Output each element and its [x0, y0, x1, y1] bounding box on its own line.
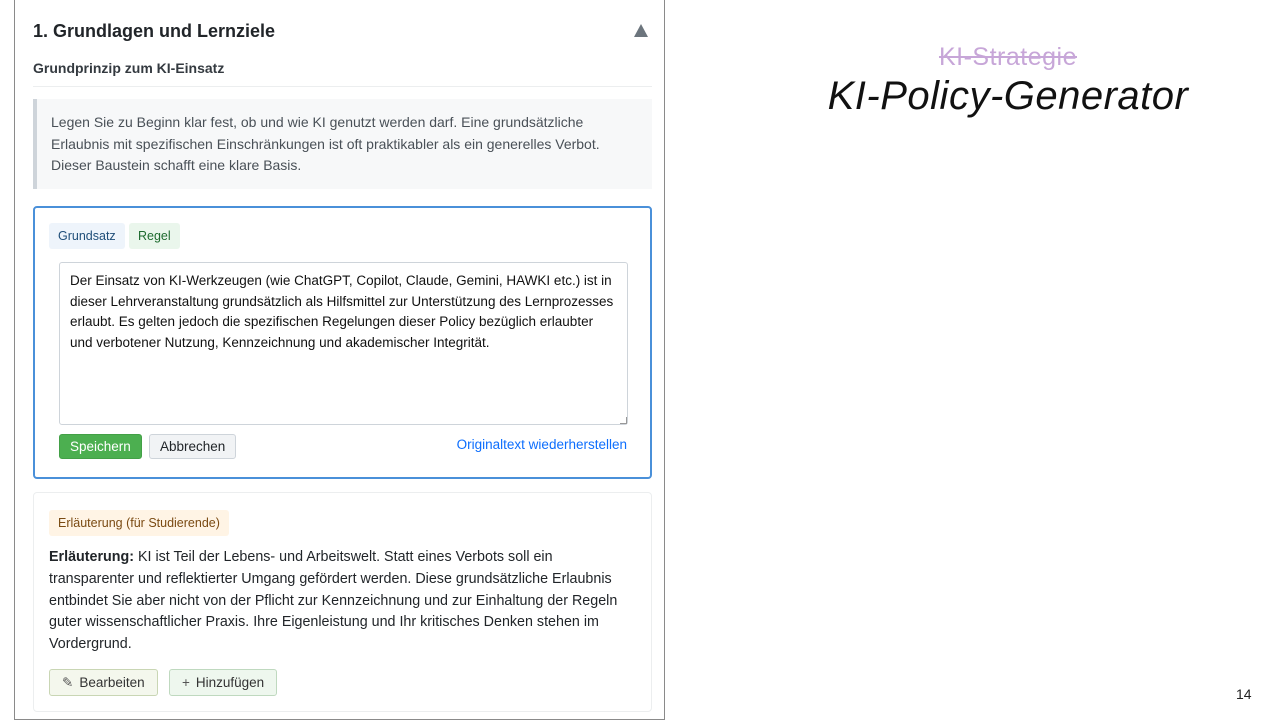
edit-card — [33, 206, 652, 479]
add-button[interactable] — [169, 669, 277, 696]
tag-explanation: Erläuterung (für Studierende) — [49, 510, 229, 536]
restore-original-link[interactable]: Originaltext wiederherstellen — [456, 437, 627, 452]
tag-regel: Regel — [129, 223, 180, 249]
divider — [33, 86, 652, 87]
tag-grundsatz: Grundsatz — [49, 223, 125, 249]
explanation-body: KI ist Teil der Lebens- und Arbeitswelt. Statt eines Verbots soll ein transparenter und reflektierter Umgang gefördert werden. Diese grundsätzliche Erlaubnis entbindet Sie aber nicht von der Pflicht zur Kennzeichnung und zur Einhaltung der Regeln guter wissenschaftlicher Praxis. Ihre Eigenleistung und Ihr kritisches Denken stehen im Vordergrund. — [49, 549, 618, 653]
edit-button[interactable] — [49, 669, 158, 696]
section-title: 1. Grundlagen und Lernziele — [33, 21, 276, 41]
resize-handle-icon[interactable] — [620, 417, 627, 424]
section-header[interactable] — [33, 18, 648, 44]
pencil-icon: ✎ — [62, 675, 74, 690]
edit-button-label: Bearbeiten — [79, 675, 145, 690]
page-number: 14 — [1236, 686, 1252, 702]
plus-icon: + — [182, 675, 190, 690]
save-button[interactable]: Speichern — [59, 434, 142, 459]
explanation-text — [49, 547, 639, 656]
struck-title: KI-Strategie — [938, 43, 1077, 71]
explanation-card — [33, 492, 652, 712]
policy-text-input[interactable] — [59, 262, 628, 425]
info-box: Legen Sie zu Beginn klar fest, ob und wie KI genutzt werden darf. Eine grundsätzliche Erlaubnis mit spezifischen Einschränkungen ist oft praktikabler als ein generelles Verbot. Dieser Baustein schafft eine klare Basis. — [33, 99, 652, 189]
add-button-label: Hinzufügen — [195, 675, 265, 690]
policy-generator-screenshot — [14, 0, 665, 720]
cancel-button[interactable]: Abbrechen — [149, 434, 236, 459]
subsection-title: Grundprinzip zum KI-Einsatz — [33, 60, 225, 76]
slide-title: KI-Policy-Generator — [827, 74, 1189, 118]
explanation-lead: Erläuterung: — [49, 549, 134, 565]
triangle-up-icon[interactable] — [634, 24, 648, 37]
